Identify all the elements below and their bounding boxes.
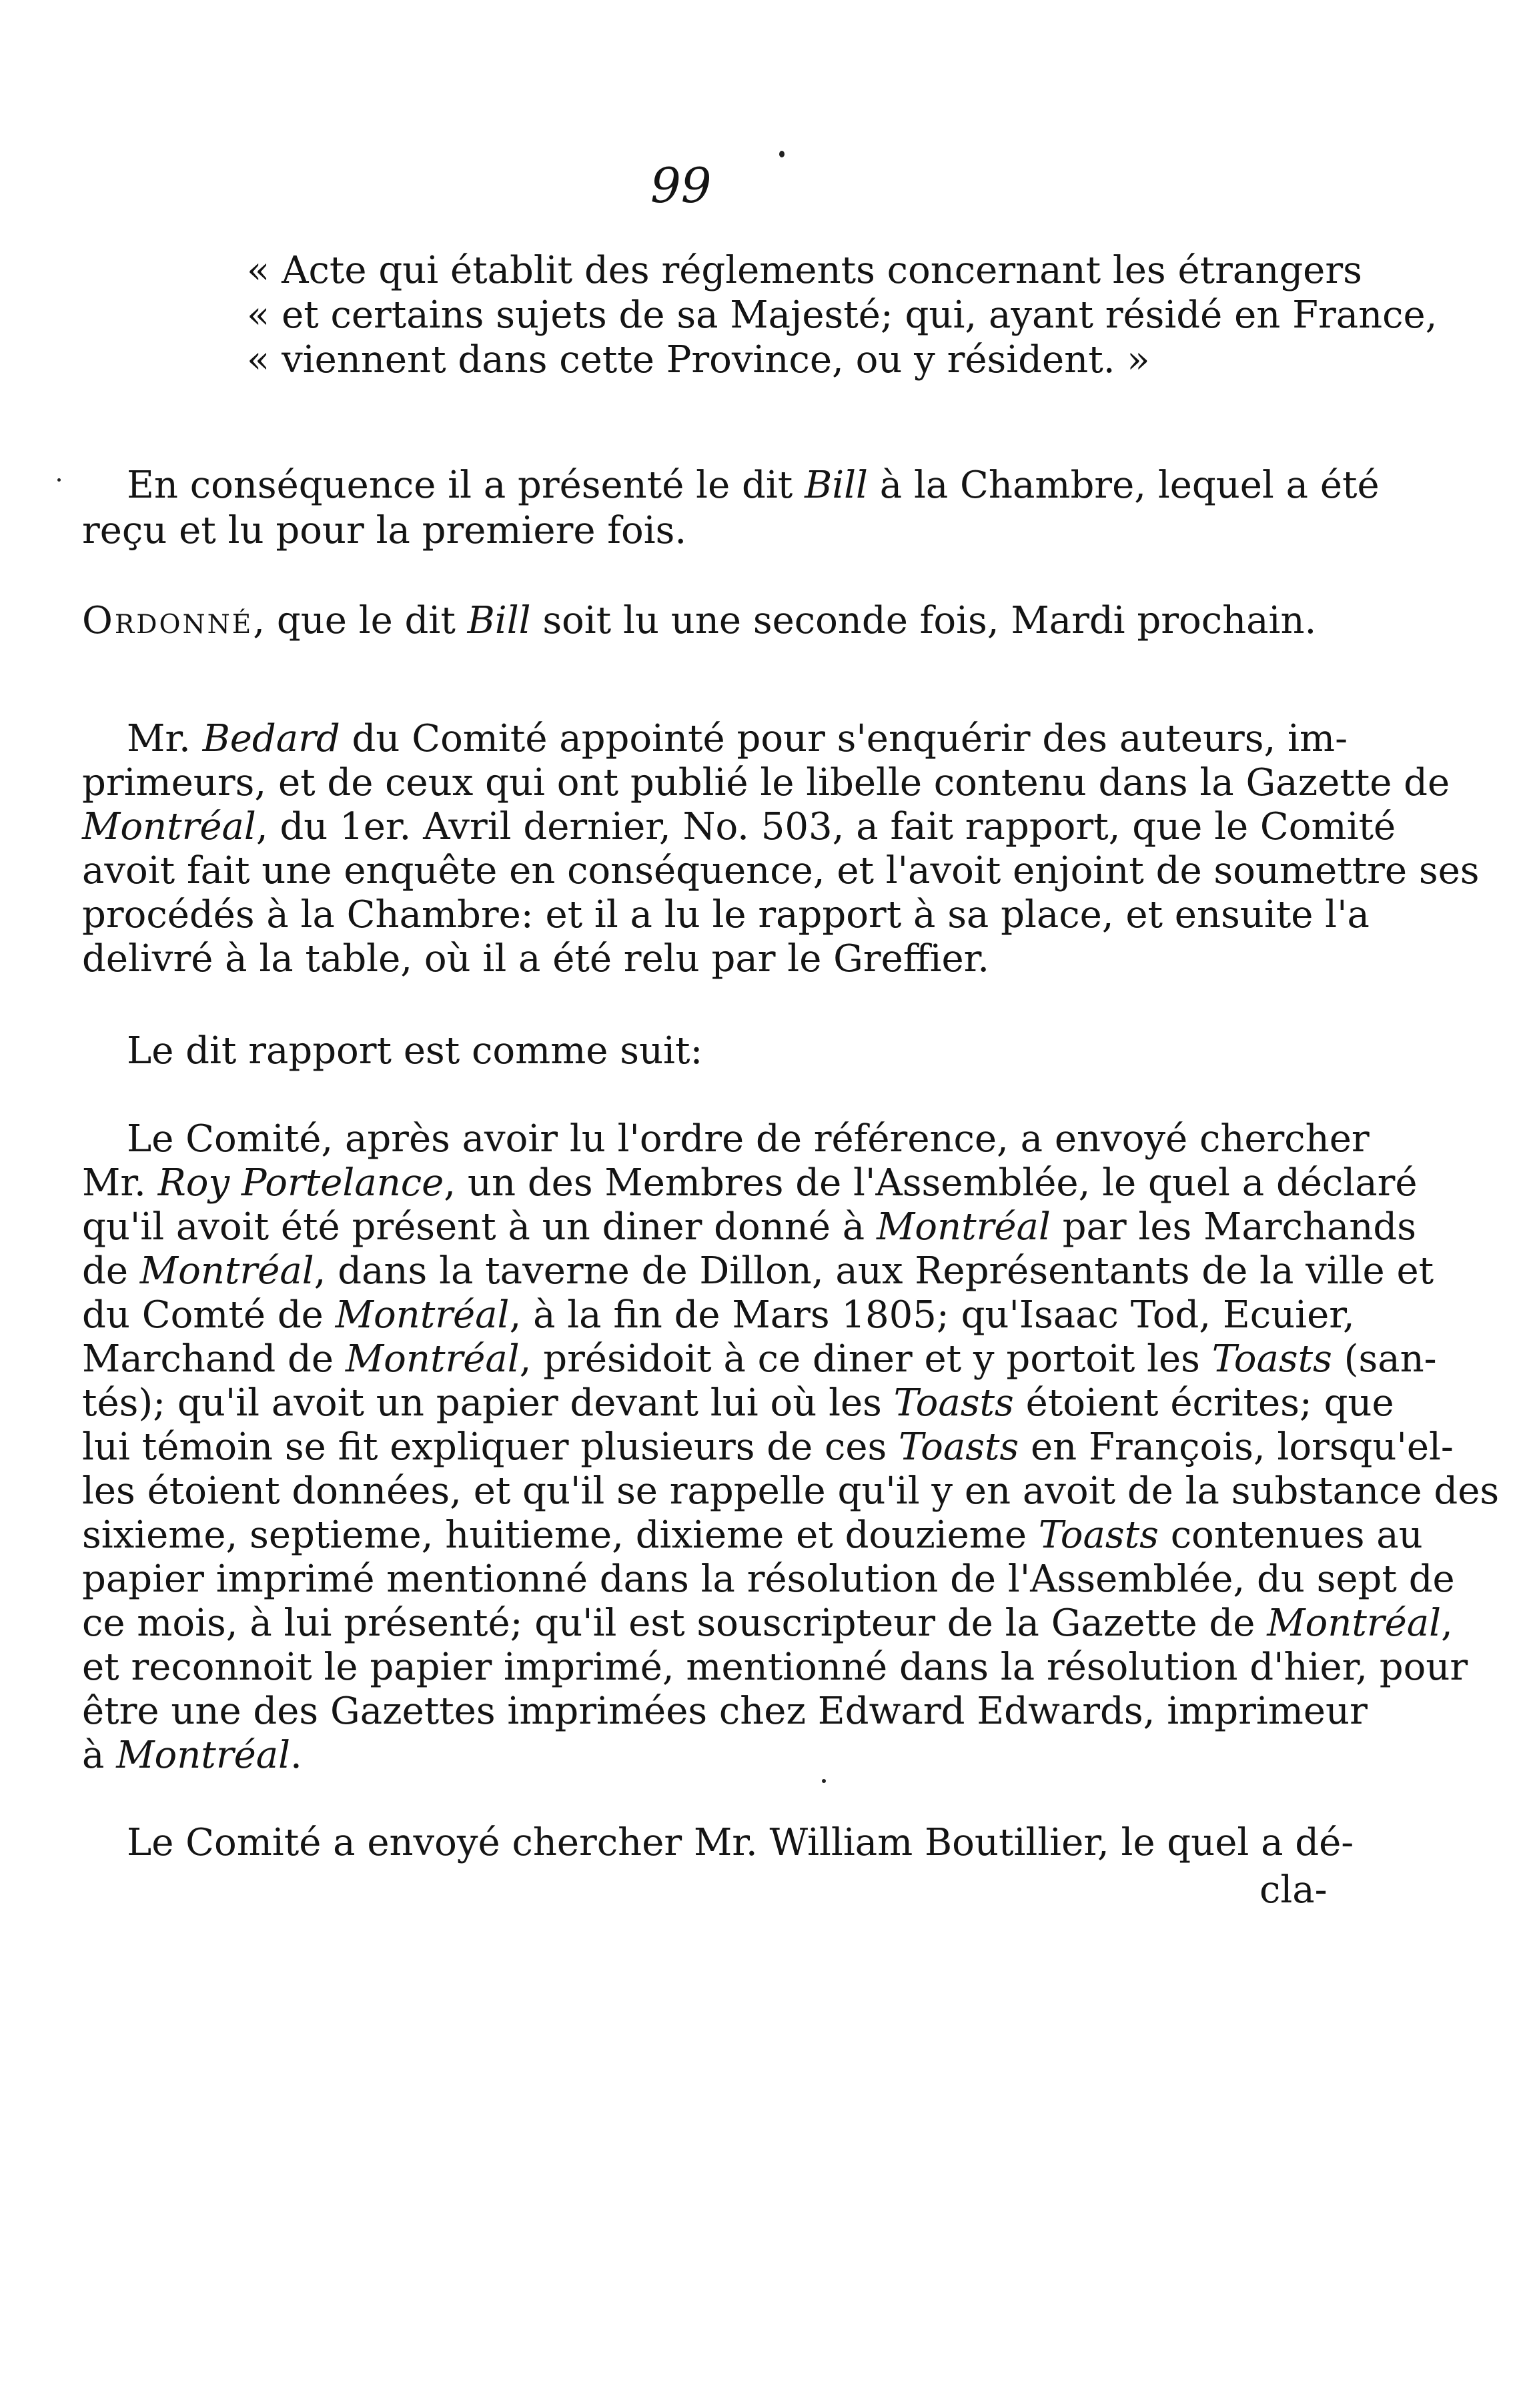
text-line: Mr. Bedard du Comité appointé pour s'enquérir des auteurs, im- xyxy=(127,717,1348,760)
ordonne-paragraph: Ordonné, que le dit Bill soit lu une seconde fois, Mardi prochain. xyxy=(82,599,1317,642)
text-line: En conséquence il a présenté le dit Bill à la Chambre, lequel a été xyxy=(127,464,1380,507)
text-line: et reconnoit le papier imprimé, mentionné dans la résolution d'hier, pour xyxy=(82,1646,1468,1689)
ordonne-label: Ordonné xyxy=(82,599,253,642)
page-number: 99 xyxy=(650,157,712,213)
ink-speck xyxy=(779,151,785,157)
ink-speck xyxy=(822,1779,826,1783)
text-line: sixieme, septieme, huitieme, dixieme et douzieme Toasts contenues au xyxy=(82,1514,1423,1557)
quote-line: « viennent dans cette Province, ou y résident. » xyxy=(247,338,1150,382)
text-line: Mr. Roy Portelance, un des Membres de l'Assemblée, le quel a déclaré xyxy=(82,1161,1418,1205)
text-line: primeurs, et de ceux qui ont publié le libelle contenu dans la Gazette de xyxy=(82,761,1450,804)
text-line: Marchand de Montréal, présidoit à ce diner et y portoit les Toasts (san- xyxy=(82,1337,1437,1381)
quote-line: « et certains sujets de sa Majesté; qui, ayant résidé en France, xyxy=(247,293,1438,337)
text-line: être une des Gazettes imprimées chez Edward Edwards, imprimeur xyxy=(82,1690,1368,1733)
text-line: de Montréal, dans la taverne de Dillon, aux Représentants de la ville et xyxy=(82,1249,1434,1293)
ink-speck xyxy=(57,478,61,482)
text-line: Le Comité a envoyé chercher Mr. William Boutillier, le quel a dé- xyxy=(127,1821,1354,1864)
text-line: les étoient données, et qu'il se rappelle qu'il y en avoit de la substance des xyxy=(82,1469,1500,1513)
text-line: ce mois, à lui présenté; qu'il est souscripteur de la Gazette de Montréal, xyxy=(82,1602,1453,1645)
text-line: avoit fait une enquête en conséquence, et l'avoit enjoint de soumettre ses xyxy=(82,849,1480,892)
text-line: Le Comité, après avoir lu l'ordre de référence, a envoyé chercher xyxy=(127,1117,1370,1161)
text-line: lui témoin se fit expliquer plusieurs de ces Toasts en François, lorsqu'el- xyxy=(82,1425,1454,1469)
rapport-intro: Le dit rapport est comme suit: xyxy=(127,1029,703,1073)
text-line: reçu et lu pour la premiere fois. xyxy=(82,509,687,552)
text-line: delivré à la table, où il a été relu par le Greffier. xyxy=(82,937,990,981)
quote-line: « Acte qui établit des réglements concernant les étrangers xyxy=(247,249,1362,292)
text-line: du Comté de Montréal, à la fin de Mars 1805; qu'Isaac Tod, Ecuier, xyxy=(82,1293,1355,1337)
text-line: qu'il avoit été présent à un diner donné à Montréal par les Marchands xyxy=(82,1205,1416,1249)
catchword: cla- xyxy=(1259,1868,1328,1912)
text-line: à Montréal. xyxy=(82,1734,302,1777)
text-line: Montréal, du 1er. Avril dernier, No. 503, a fait rapport, que le Comité xyxy=(82,805,1396,848)
text-line: papier imprimé mentionné dans la résolution de l'Assemblée, du sept de xyxy=(82,1558,1455,1601)
text-line: procédés à la Chambre: et il a lu le rapport à sa place, et ensuite l'a xyxy=(82,893,1370,937)
text-line: tés); qu'il avoit un papier devant lui où les Toasts étoient écrites; que xyxy=(82,1381,1394,1425)
